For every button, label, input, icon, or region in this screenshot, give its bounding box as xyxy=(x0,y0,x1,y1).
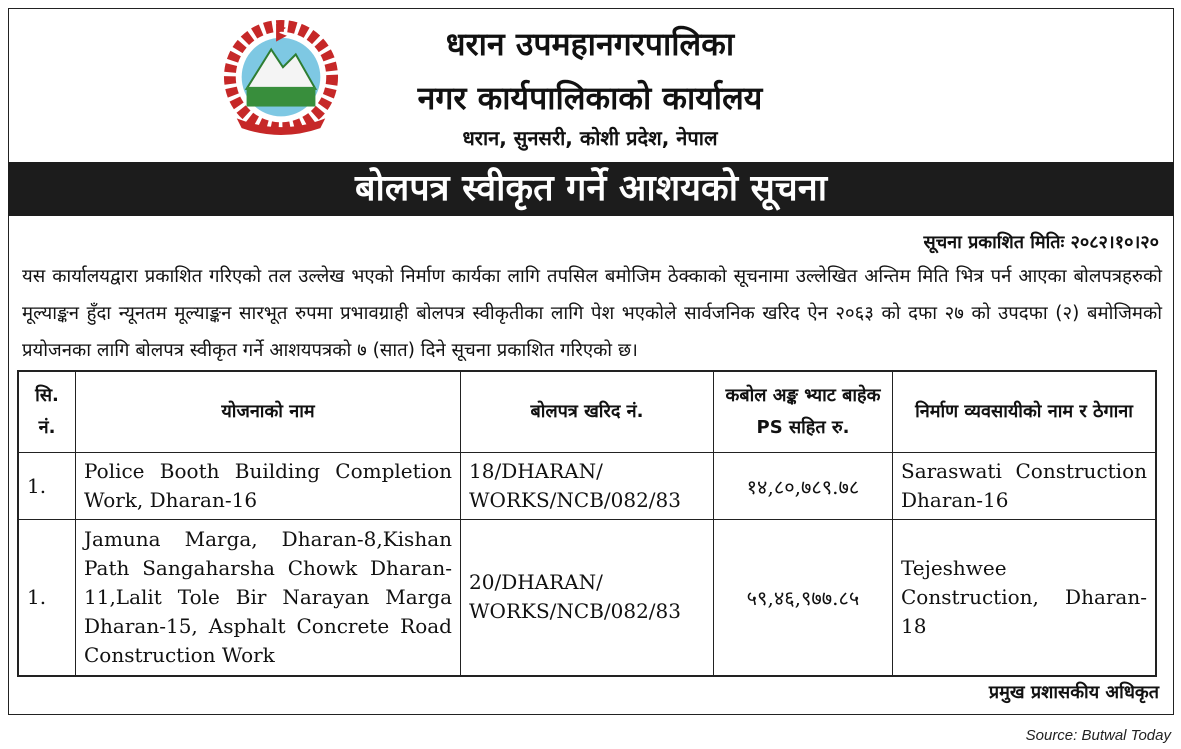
contractor: Tejeshwee Construction, Dharan-18 xyxy=(893,520,1157,676)
office-address: धरान, सुनसरी, कोशी प्रदेश, नेपाल xyxy=(462,126,718,150)
serial: 1. xyxy=(18,520,76,676)
municipality-emblem-logo xyxy=(222,20,340,138)
notice-title-banner: बोलपत्र स्वीकृत गर्ने आशयको सूचना xyxy=(8,162,1174,216)
office-name: नगर कार्यपालिकाको कार्यालय xyxy=(417,79,763,117)
table-row xyxy=(18,453,1156,520)
project-name: Jamuna Marga, Dharan-8,Kishan Path Sangaharsha Chowk Dharan-11,Lalit Tole Bir Narayan Marga Dharan-15, Asphalt Concrete Road Construction Work xyxy=(76,520,461,676)
table-row xyxy=(18,520,1156,676)
publish-date: सूचना प्रकाशित मितिः २०८२।१०।२० xyxy=(923,232,1159,253)
table-header-row xyxy=(18,371,1156,453)
serial: 1. xyxy=(18,453,76,520)
contractor: Saraswati Construction Dharan-16 xyxy=(893,453,1157,520)
signatory: प्रमुख प्रशासकीय अधिकृत xyxy=(988,682,1159,703)
bid-amount: १४,८०,७८९.७८ xyxy=(714,453,893,520)
col-contractor: निर्माण व्यवसायीको नाम र ठेगाना xyxy=(893,371,1157,453)
notice-body: यस कार्यालयद्वारा प्रकाशित गरिएको तल उल्लेख भएको निर्माण कार्यका लागि तपसिल बमोजिम ठेक्काको सूचनामा उल्लेखित अन्तिम मिति भित्र पर्न आएका बोलपत्रहरुको मूल्याङ्कन हुँदा न्यूनतम मूल्याङ्कन सारभूत रुपमा प्रभावग्राही बोलपत्र स्वीकृतीका लागि पेश भएकोले सार्वजनिक खरिद ऐन २०६३ को दफा २७ को उपदफा (२) बमोजिमको प्रयोजनका लागि बोलपत्र स्वीकृत गर्ने आशयपत्रको ७ (सात) दिने सूचना प्रकाशित गरिएको छ। xyxy=(22,266,1162,361)
bid-number: 18/DHARAN/ WORKS/NCB/082/83 xyxy=(461,453,714,520)
col-bid-number: बोलपत्र खरिद नं. xyxy=(461,371,714,453)
municipality-name: धरान उपमहानगरपालिका xyxy=(445,25,735,63)
project-name: Police Booth Building Completion Work, Dharan-16 xyxy=(76,453,461,520)
source-credit: Source: Butwal Today xyxy=(1025,727,1171,744)
bid-number: 20/DHARAN/ WORKS/NCB/082/83 xyxy=(461,520,714,676)
col-serial: सि. नं. xyxy=(18,371,76,453)
tender-table xyxy=(17,370,1157,677)
col-bid-amount: कबोल अङ्क भ्याट बाहेक PS सहित रु. xyxy=(714,371,893,453)
col-project-name: योजनाको नाम xyxy=(76,371,461,453)
bid-amount: ५९,४६,९७७.८५ xyxy=(714,520,893,676)
